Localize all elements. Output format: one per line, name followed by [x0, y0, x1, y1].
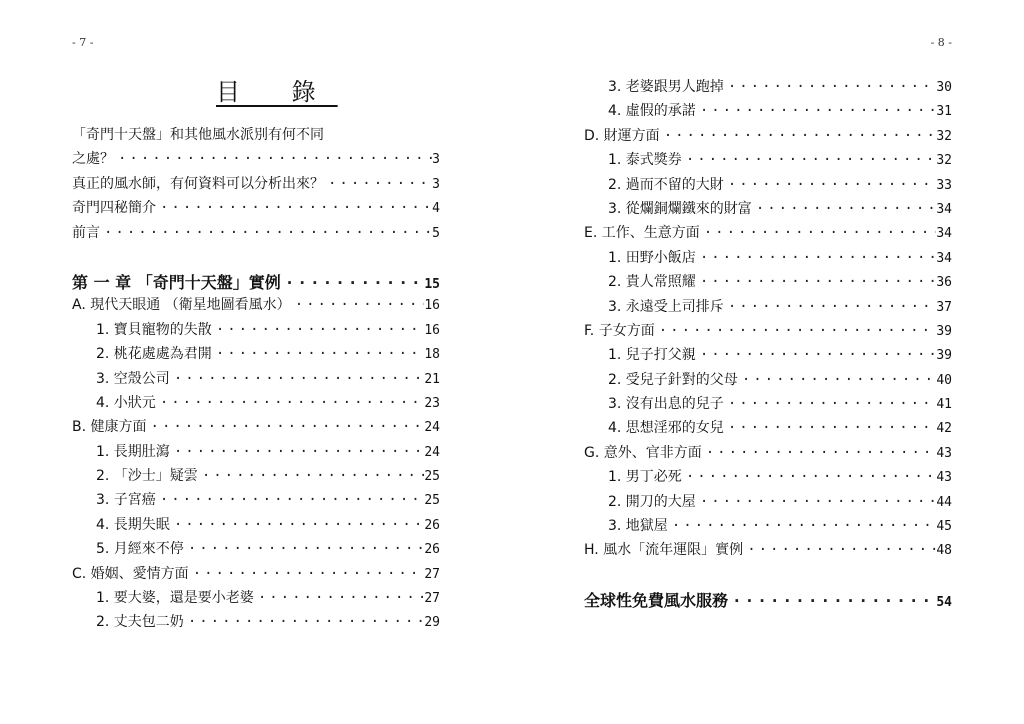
toc-entry-title: 前言: [72, 224, 100, 241]
toc-entry: [72, 319, 440, 343]
dot-leader: [655, 323, 937, 339]
toc-entry: [584, 466, 952, 490]
toc-page-number: 32: [936, 153, 952, 169]
dot-leader: [170, 371, 425, 387]
toc-page-number: 34: [936, 226, 952, 242]
toc-page-number: 54: [936, 594, 952, 610]
toc-list: [584, 76, 952, 612]
dot-leader: [696, 274, 937, 290]
dot-leader: [212, 346, 425, 362]
dot-leader: [743, 542, 936, 558]
toc-page-number: 39: [936, 348, 952, 364]
dot-leader: [184, 541, 425, 557]
toc-page-number: 18: [424, 347, 440, 363]
toc-entry-title: 1. 兒子打父親: [608, 347, 696, 364]
toc-entry-title: 2. 丈夫包二奶: [96, 614, 184, 631]
toc-entry: [584, 393, 952, 417]
toc-entry: [72, 148, 440, 172]
toc-entry-title: G. 意外、官非方面: [584, 444, 702, 461]
dot-leader: [724, 420, 937, 436]
toc-entry-title: 4. 思想淫邪的女兒: [608, 420, 724, 437]
toc-entry-title: A. 現代天眼通 （衛星地圖看風水）: [72, 297, 291, 314]
toc-entry: [72, 343, 440, 367]
toc-entry-title: 2. 貴人常照耀: [608, 274, 696, 291]
toc-entry-title: 3. 從爛銅爛鐵來的財富: [608, 200, 752, 217]
dot-leader: [682, 469, 937, 485]
toc-entry: [72, 173, 440, 197]
toc-chapter-entry: [584, 588, 952, 612]
dot-leader: [170, 517, 425, 533]
toc-entry: [584, 125, 952, 149]
toc-entry: [584, 539, 952, 563]
dot-leader: [724, 177, 937, 193]
toc-page-number: 33: [936, 177, 952, 193]
dot-leader: [696, 250, 937, 266]
toc-entry-title: 4. 小狀元: [96, 394, 156, 411]
toc-entry: [584, 417, 952, 441]
toc-page-number: 42: [936, 421, 952, 437]
toc-spacer: [72, 246, 440, 270]
dot-leader: [189, 566, 425, 582]
toc-entry: [584, 247, 952, 271]
dot-leader: [198, 468, 425, 484]
toc-entry: [584, 320, 952, 344]
toc-entry-title: B. 健康方面: [72, 419, 147, 436]
toc-entry: [584, 442, 952, 466]
dot-leader: [696, 494, 937, 510]
toc-entry: [72, 441, 440, 465]
dot-leader: [660, 128, 937, 144]
toc-entry: [72, 587, 440, 611]
toc-entry: [72, 514, 440, 538]
dot-leader: [156, 395, 425, 411]
dot-leader: [212, 322, 425, 338]
toc-page-number: 29: [424, 615, 440, 631]
dot-leader: [281, 273, 425, 292]
toc-entry-title: E. 工作、生意方面: [584, 225, 700, 242]
dot-leader: [324, 176, 432, 192]
toc-entry: [584, 198, 952, 222]
toc-entry: [584, 174, 952, 198]
toc-entry: [584, 515, 952, 539]
dot-leader: [700, 225, 937, 241]
toc-page-number: 37: [936, 299, 952, 315]
toc-page-number: 34: [936, 250, 952, 266]
toc-entry-title: 真正的風水師，有何資料可以分析出來？: [72, 175, 324, 192]
toc-entry: [72, 416, 440, 440]
toc-page-number: 3: [432, 176, 440, 192]
toc-entry-title: 3. 老婆跟男人跑掉: [608, 79, 724, 95]
toc-entry-title: 2. 桃花處處為君開: [96, 346, 212, 363]
toc-entry: [72, 392, 440, 416]
toc-entry: [72, 368, 440, 392]
dot-leader: [147, 419, 425, 435]
toc-page-number: 27: [424, 566, 440, 582]
page-number: - 7 -: [72, 36, 94, 49]
toc-entry-title: 全球性免費風水服務: [584, 590, 729, 610]
toc-page-number: 26: [424, 542, 440, 558]
toc-page-number: 48: [936, 543, 952, 559]
toc-entry-title: 5. 月經來不停: [96, 541, 184, 558]
toc-page-number: 44: [936, 494, 952, 510]
toc-entry: [584, 100, 952, 124]
toc-page-number: 25: [424, 493, 440, 509]
toc-page-number: 26: [424, 517, 440, 533]
toc-entry-title: 3. 永遠受上司排斥: [608, 298, 724, 315]
toc-entry-title: 4. 長期失眠: [96, 516, 170, 533]
dot-leader: [170, 444, 425, 460]
dot-leader: [156, 492, 425, 508]
toc-page-number: 4: [432, 201, 440, 217]
toc-entry: [72, 294, 440, 318]
dot-leader: [724, 299, 937, 315]
toc-entry-title: 1. 寶貝寵物的失散: [96, 321, 212, 338]
toc-entry-title: D. 財運方面: [584, 127, 660, 144]
toc-entry: [584, 271, 952, 295]
toc-page-number: 21: [424, 371, 440, 387]
toc-entry-title: 4. 虛假的承諾: [608, 103, 696, 120]
toc-entry-title: 1. 要大婆，還是要小老婆: [96, 590, 254, 607]
toc-entry-title: 3. 地獄屋: [608, 518, 668, 535]
dot-leader: [728, 591, 936, 610]
dot-leader: [114, 151, 432, 167]
toc-entry-title: 2. 過而不留的大財: [608, 176, 724, 193]
page-number: - 8 -: [930, 36, 952, 49]
toc-entry-title: 第 一 章 「奇門十天盤」實例: [72, 272, 281, 292]
dot-leader: [254, 590, 425, 606]
toc-entry-title: 「奇門十天盤」和其他風水派別有何不同: [72, 127, 324, 143]
dot-leader: [724, 396, 937, 412]
toc-page-number: 43: [936, 445, 952, 461]
toc-entry-title: 之處？: [72, 151, 114, 168]
toc-page-number: 30: [936, 80, 952, 95]
toc-page-number: 43: [936, 470, 952, 486]
toc-entry: [72, 124, 440, 148]
toc-entry-title: 3. 子宮癌: [96, 492, 156, 509]
toc-page-number: 34: [936, 201, 952, 217]
toc-entry: [72, 538, 440, 562]
toc-page-number: 16: [424, 322, 440, 338]
toc-entry-title: 2. 「沙士」疑雲: [96, 468, 198, 485]
toc-entry-title: F. 子女方面: [584, 322, 655, 339]
toc-page-number: 39: [936, 323, 952, 339]
toc-entry: [584, 149, 952, 173]
toc-entry: [72, 465, 440, 489]
toc-page-number: 41: [936, 397, 952, 413]
dot-leader: [291, 297, 425, 313]
toc-page-number: 40: [936, 372, 952, 388]
toc-entry: [72, 611, 440, 635]
toc-page-number: 24: [424, 420, 440, 436]
toc-list: [72, 124, 440, 636]
dot-leader: [184, 614, 425, 630]
toc-page-number: 25: [424, 469, 440, 485]
toc-entry-title: 1. 田野小飯店: [608, 249, 696, 266]
toc-page-number: 27: [424, 591, 440, 607]
toc-page-number: 15: [424, 276, 440, 292]
toc-entry-title: 1. 男丁必死: [608, 469, 682, 486]
toc-entry: [72, 563, 440, 587]
toc-entry-title: 2. 受兒子針對的父母: [608, 371, 738, 388]
toc-entry: [584, 491, 952, 515]
toc-entry-title: 3. 沒有出息的兒子: [608, 396, 724, 413]
toc-entry: [584, 369, 952, 393]
dot-leader: [752, 201, 937, 217]
toc-page-number: 16: [424, 298, 440, 314]
toc-entry-title: H. 風水「流年運限」實例: [584, 542, 744, 559]
dot-leader: [724, 79, 937, 95]
toc-page-number: 3: [432, 152, 440, 168]
toc-entry: [72, 489, 440, 513]
dot-leader: [156, 200, 432, 216]
toc-entry: [584, 296, 952, 320]
toc-page-number: 45: [936, 519, 952, 535]
toc-entry-title: 1. 長期肚瀉: [96, 443, 170, 460]
toc-entry: [584, 76, 952, 100]
toc-entry: [72, 197, 440, 221]
toc-chapter-entry: [72, 270, 440, 294]
toc-page-number: 24: [424, 444, 440, 460]
dot-leader: [738, 372, 937, 388]
toc-entry-title: 奇門四秘簡介: [72, 200, 156, 217]
toc-entry: [72, 222, 440, 246]
toc-page-number: 31: [936, 104, 952, 120]
toc-page-number: 5: [432, 225, 440, 241]
toc-page-number: 36: [936, 275, 952, 291]
toc-title: 目 錄: [216, 78, 338, 106]
toc-entry-title: C. 婚姻、愛情方面: [72, 565, 189, 582]
dot-leader: [682, 152, 937, 168]
toc-page-number: 23: [424, 395, 440, 411]
dot-leader: [702, 445, 937, 461]
toc-entry-title: 1. 泰式獎券: [608, 152, 682, 169]
dot-leader: [696, 347, 937, 363]
dot-leader: [100, 225, 432, 241]
toc-spacer: [584, 564, 952, 588]
toc-page-number: 32: [936, 128, 952, 144]
dot-leader: [668, 518, 937, 534]
toc-entry-title: 2. 開刀的大屋: [608, 493, 696, 510]
toc-entry: [584, 344, 952, 368]
dot-leader: [696, 103, 937, 119]
toc-entry: [584, 222, 952, 246]
toc-entry-title: 3. 空殼公司: [96, 370, 170, 387]
